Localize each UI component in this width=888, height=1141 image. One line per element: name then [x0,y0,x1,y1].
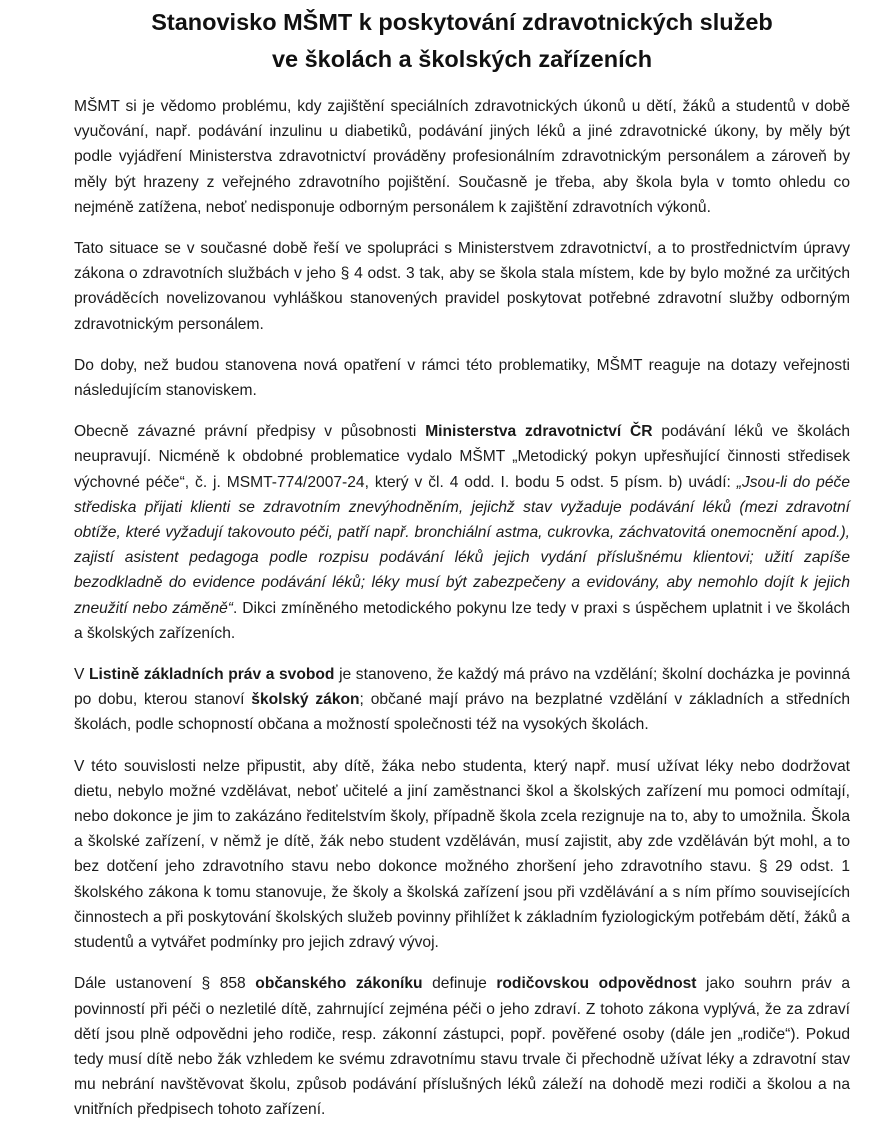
p7-bold-civil-code: občanského zákoníku [255,975,423,993]
p7-text-e: jako souhrn práv a povinností při péči o nezletilé dítě, zahrnující zejména péči o jeho zdraví. Z tohoto zákona vyplývá, že za zdraví dětí jsou plně odpovědni jeho rodiče, resp. zákonní zástupci, popř. pověřené osoby (dále jen „rodiče“). Pokud tedy musí dítě nebo žák vzhledem ke svému zdravotnímu stavu trvale či přechodně užívat léky a zdravotní stav mu nebrání navštěvovat školu, způsob podávání příslušných léků záleží na dohodě mezi rodiči a školou a na vnitřních předpisech tohoto zařízení. [74,975,851,1119]
p5-bold-school-act: školský zákon [251,691,360,709]
p5-bold-charter: Listině základních práv a svobod [89,666,335,684]
paragraph-4 [74,419,850,646]
p5-text-e: ; občané mají právo na bezplatné vzdělání v základních a středních školách, podle schopností občana a možností společnosti též na vysokých školách. [74,691,850,734]
p4-italic-quote: „Jsou-li do péče střediska přijati klienti se zdravotním znevýhodněním, jejichž stav vyžaduje podávání léků (mezi zdravotní obtíže, které vyžadují takovouto péči, patří např. bronchiální astma, cukrovka, záchvatovitá onemocnění apod.), zajistí asistent pedagoga podle rozpisu podávání léků jejich vydání příslušnému klientovi; užití zapíše bezodkladně do evidence podávání léků; léky musí být zabezpečeny a evidovány, aby nemohlo dojít k jejich zneužití nebo záměně“ [74,473,850,617]
title-line-1: Stanovisko MŠMT k poskytování zdravotnických služeb [151,9,773,35]
title-line-2: ve školách a školských zařízeních [271,46,653,72]
p7-text-c: definuje [422,975,497,993]
paragraph-1: MŠMT si je vědomo problému, kdy zajištění speciálních zdravotnických úkonů u dětí, žáků a studentů v době vyučování, např. podávání inzulinu u diabetiků, podávání jiných léků a jiné zdravotnické úkony, by měly být podle vyjádření Ministerstva zdravotnictví prováděny profesionálním zdravotnickým personálem a zároveň by měly být hrazeny z veřejného zdravotního pojištění. Současně je třeba, aby škola byla v tomto ohledu co nejméně zatížena, neboť nedisponuje odborným personálem k zajištění zdravotních výkonů. [74,98,850,216]
paragraph-2: Tato situace se v současné době řeší ve spolupráci s Ministerstvem zdravotnictví, a to prostřednictvím úpravy zákona o zdravotních službách v jeho § 4 odst. 3 tak, aby se škola stala místem, kde by bylo možné za určitých prováděcích novelizovanou vyhláškou stanovených pravidel poskytovat potřebné zdravotní služby odborným zdravotnickým personálem. [74,240,850,333]
document-title [74,4,850,78]
p4-text-c: podávání léků ve školách neupravují. Nicméně k obdobné problematice vydalo MŠMT „Metodický pokyn upřesňující činnosti středisek výchovné péče“, č. j. MSMT-774/2007-24, který v čl. 4 odd. I. bodu 5 odst. 5 písm. b) uvádí: [74,423,850,491]
p7-bold-parental-responsibility: rodičovskou odpovědnost [496,975,697,993]
p5-text-a: V [74,666,90,684]
p4-text-e: . Dikci zmíněného metodického pokynu lze tedy v praxi s úspěchem uplatnit i ve školách a školských zařízeních. [74,599,851,642]
paragraph-5 [74,662,850,738]
paragraph-3: Do doby, než budou stanovena nová opatření v rámci této problematiky, MŠMT reaguje na dotazy veřejnosti následujícím stanoviskem. [74,356,850,400]
p4-text-a: Obecně závazné právní předpisy v působnosti [74,423,426,441]
paragraph-6: V této souvislosti nelze připustit, aby dítě, žáka nebo studenta, který např. musí užívat léky nebo dodržovat dietu, nebylo možné vzdělávat, neboť učitelé a jiní zaměstnanci škol a školských zařízení mu pomoci odmítají, nebo dokonce je jim to zakázáno ředitelstvím školy, případně škola zcela rezignuje na to, aby to umožnila. Škola a školské zařízení, v němž je dítě, žák nebo student vzděláván, musí zajistit, aby zde vzděláván být mohl, a to bez dotčení jeho zdravotního stavu nebo dokonce možného zhoršení jeho zdravotního stavu. § 29 odst. 1 školského zákona k tomu stanovuje, že školy a školská zařízení jsou při vzdělávání a s ním přímo souvisejících činnostech a při poskytování školských služeb povinny přihlížet k základním fyziologickým potřebám dětí, žáků a studentů a vytvářet podmínky pro jejich zdravý vývoj. [74,757,850,952]
paragraph-7 [74,971,850,1122]
p7-text-a: Dále ustanovení § 858 [74,975,256,993]
p4-bold-ministry: Ministerstva zdravotnictví ČR [425,423,653,441]
p5-text-c: je stanoveno, že každý má právo na vzdělání; školní docházka je povinná po dobu, kterou stanoví [74,666,851,709]
